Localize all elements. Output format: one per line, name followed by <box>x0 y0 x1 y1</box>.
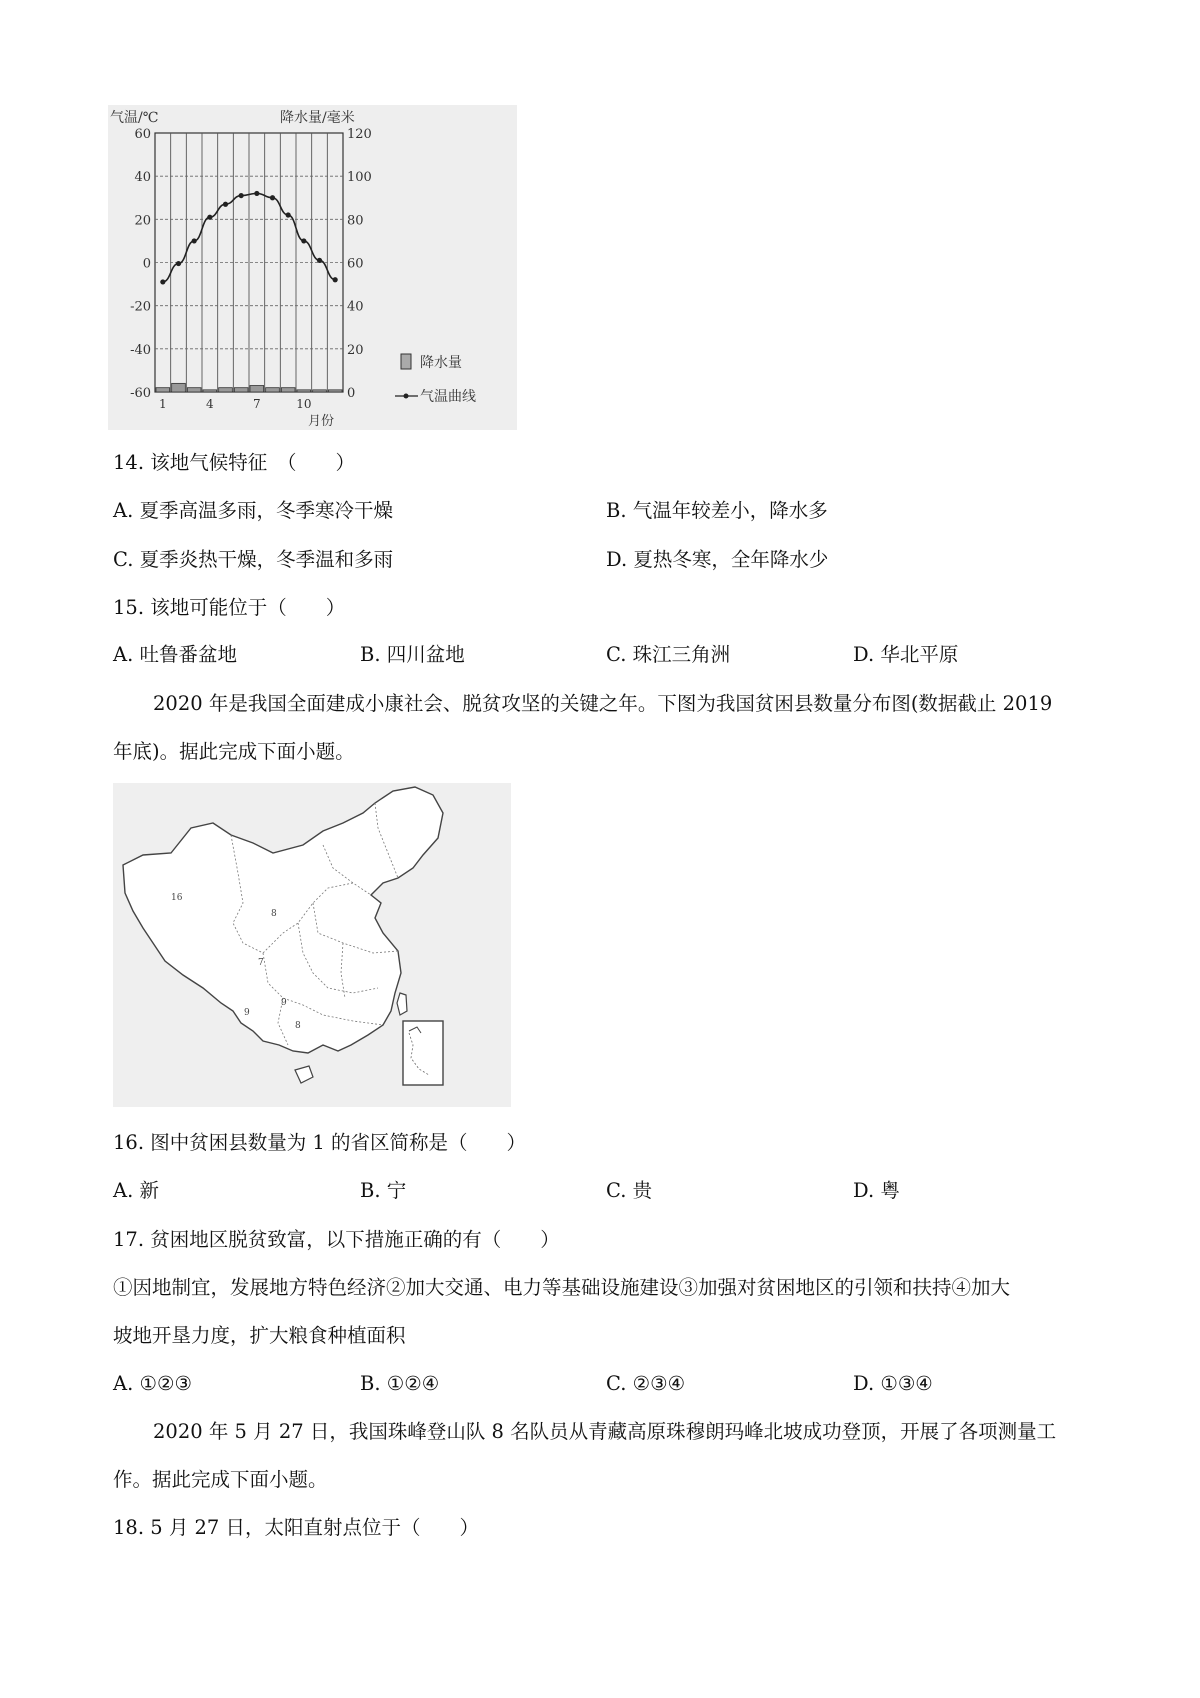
map-label-guangxi: 8 <box>295 1021 301 1031</box>
x-tick-label: 1 <box>159 397 167 411</box>
precip-bar <box>187 388 201 392</box>
left-tick-label: 60 <box>134 127 151 142</box>
q17-body-line1: ①因地制宜，发展地方特色经济②加大交通、电力等基础设施建设③加强对贫困地区的引领和扶持④加大 <box>113 1276 1011 1299</box>
q17-option-b[interactable]: B. ①②④ <box>360 1372 440 1395</box>
q16-option-a[interactable]: A. 新 <box>113 1179 159 1202</box>
climate-chart <box>108 105 517 430</box>
temp-point <box>301 238 306 243</box>
x-unit-label: 月份 <box>308 414 335 429</box>
left-tick-label: -40 <box>130 342 151 358</box>
temp-point <box>192 238 197 243</box>
temp-point <box>254 191 259 196</box>
poverty-county-map <box>113 783 511 1107</box>
right-tick-label: 60 <box>347 256 364 272</box>
climate-chart-svg <box>108 105 517 430</box>
temp-point <box>317 258 322 263</box>
right-tick-label: 20 <box>347 342 364 358</box>
q17-option-d[interactable]: D. ①③④ <box>853 1372 933 1395</box>
q15-stem: 15. 该地可能位于（ ） <box>113 596 346 619</box>
q17-stem: 17. 贫困地区脱贫致富，以下措施正确的有（ ） <box>113 1228 560 1251</box>
q16-stem: 16. 图中贫困县数量为 1 的省区简称是（ ） <box>113 1131 527 1154</box>
x-tick-label: 7 <box>253 397 261 411</box>
precip-bar <box>234 388 248 392</box>
left-tick-label: 40 <box>134 170 151 186</box>
q15-option-b[interactable]: B. 四川盆地 <box>360 643 465 666</box>
legend-precip-label: 降水量 <box>420 355 462 371</box>
left-tick-label: 0 <box>142 256 151 272</box>
precip-bar <box>266 388 280 392</box>
q16-option-b[interactable]: B. 宁 <box>360 1179 407 1202</box>
precip-bar <box>328 390 342 392</box>
x-tick-label: 10 <box>296 397 312 411</box>
precip-bar <box>313 390 327 392</box>
legend-temp-dot <box>404 394 409 399</box>
passage1-line1: 2020 年是我国全面建成小康社会、脱贫攻坚的关键之年。下图为我国贫困县数量分布图(数据截止 2019 <box>153 692 1053 715</box>
temp-point <box>286 212 291 217</box>
q17-body-line2: 坡地开垦力度，扩大粮食种植面积 <box>113 1324 406 1347</box>
q14-option-c[interactable]: C. 夏季炎热干燥，冬季温和多雨 <box>113 548 394 571</box>
q16-option-c[interactable]: C. 贵 <box>606 1179 653 1202</box>
q16-option-d[interactable]: D. 粤 <box>853 1179 900 1202</box>
q15-option-a[interactable]: A. 吐鲁番盆地 <box>113 643 237 666</box>
q14-option-b[interactable]: B. 气温年较差小，降水多 <box>606 499 828 522</box>
left-tick-label: -60 <box>130 386 151 401</box>
map-label-guizhou: 9 <box>281 998 287 1008</box>
q18-stem: 18. 5 月 27 日，太阳直射点位于（ ） <box>113 1516 480 1539</box>
q14-stem: 14. 该地气候特征 （ ） <box>113 451 355 474</box>
q17-option-a[interactable]: A. ①②③ <box>113 1372 192 1395</box>
precip-bar <box>172 383 186 392</box>
map-label-sichuan: 7 <box>258 958 264 968</box>
temp-point <box>223 202 228 207</box>
legend-temp-label: 气温曲线 <box>420 389 476 405</box>
right-tick-label: 120 <box>347 127 372 142</box>
passage1-line2: 年底)。据此完成下面小题。 <box>113 740 355 763</box>
precip-bar <box>297 390 311 392</box>
precip-bar <box>219 388 233 392</box>
right-tick-label: 100 <box>347 170 372 186</box>
right-tick-label: 80 <box>347 213 364 229</box>
temp-point <box>333 277 338 282</box>
x-tick-label: 4 <box>206 397 214 411</box>
left-tick-label: -20 <box>130 299 151 315</box>
precip-bar <box>281 388 295 392</box>
right-tick-label: 0 <box>347 386 356 401</box>
temp-point <box>176 261 181 266</box>
precip-bar <box>156 388 170 392</box>
map-label-gansu: 8 <box>271 909 277 919</box>
temp-point <box>207 215 212 220</box>
china-map-svg <box>113 783 511 1107</box>
passage2-line1: 2020 年 5 月 27 日，我国珠峰登山队 8 名队员从青藏高原珠穆朗玛峰北坡成功登顶，开展了各项测量工 <box>153 1420 1057 1443</box>
left-tick-label: 20 <box>134 213 151 229</box>
legend-precip-swatch <box>401 354 411 369</box>
south-china-sea-inset <box>403 1021 443 1085</box>
precip-bar <box>250 386 264 392</box>
q17-option-c[interactable]: C. ②③④ <box>606 1372 686 1395</box>
temp-point <box>270 195 275 200</box>
q15-option-d[interactable]: D. 华北平原 <box>853 643 959 666</box>
right-tick-label: 40 <box>347 299 364 315</box>
map-label-xinjiang: 16 <box>171 893 183 903</box>
right-axis-title: 降水量/毫米 <box>280 110 355 126</box>
left-axis-title: 气温/℃ <box>110 110 159 126</box>
q14-option-a[interactable]: A. 夏季高温多雨，冬季寒冷干燥 <box>113 499 393 522</box>
passage2-line2: 作。据此完成下面小题。 <box>113 1468 328 1491</box>
q14-option-d[interactable]: D. 夏热冬寒，全年降水少 <box>606 548 829 571</box>
q15-option-c[interactable]: C. 珠江三角洲 <box>606 643 731 666</box>
map-label-yunnan: 9 <box>244 1008 250 1018</box>
precip-bar <box>203 390 217 392</box>
temp-point <box>160 279 165 284</box>
temp-point <box>239 193 244 198</box>
